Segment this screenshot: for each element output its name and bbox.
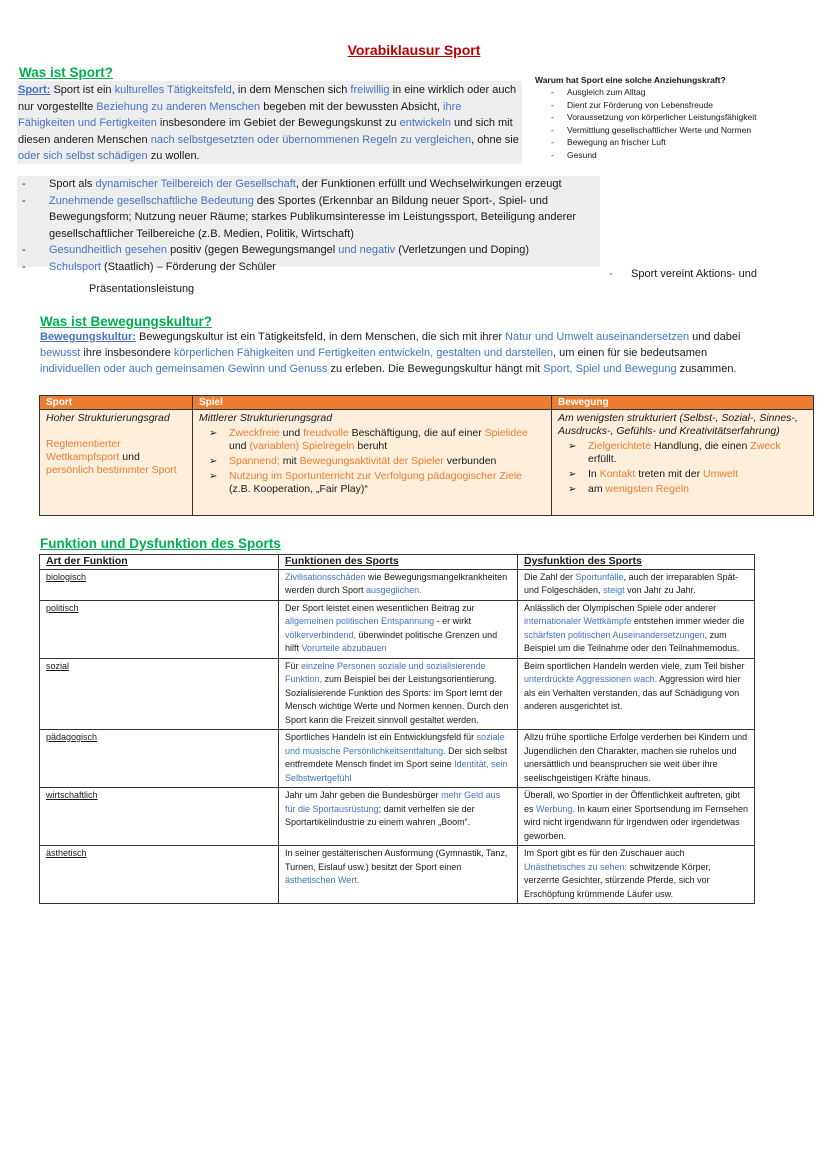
- col-dysfunktion: Dysfunktion des Sports: [518, 555, 755, 570]
- text-run: Identität, sein Selbstwertgefühl: [285, 759, 508, 783]
- text-run: erfüllt.: [588, 453, 617, 465]
- document-title: Vorabiklausur Sport: [347, 42, 481, 58]
- funktion-art: wirtschaftlich: [40, 788, 279, 846]
- col-spiel: Spiel: [193, 396, 552, 410]
- text-run: , der Funktionen erfüllt und Wechselwirkungen erzeugt: [295, 178, 562, 190]
- text-run: Sport als: [49, 178, 96, 190]
- text-run: Anlässlich der Olympischen Spiele oder anderer: [524, 602, 717, 613]
- funktion-art: politisch: [40, 600, 279, 658]
- text-run: ihre insbesondere: [80, 346, 174, 359]
- text-run: (z.B. Kooperation, „Fair Play)“: [229, 483, 368, 495]
- text-run: Jahr um Jahr geben die Bundesbürger: [285, 790, 442, 800]
- attraction-item: - Voraussetzung von körperlicher Leistungsfähigkeit: [535, 111, 820, 124]
- text-run: Kontakt: [599, 468, 636, 480]
- text-run: Zweck: [750, 440, 781, 452]
- text-run: ausgeglichen.: [366, 585, 422, 595]
- attraction-box: [535, 74, 820, 161]
- text-run: nach selbstgesetzten oder übernommenen Regeln zu vergleichen: [150, 133, 472, 146]
- text-run: Beziehung zu anderen Menschen: [96, 100, 261, 113]
- text-run: In seiner gestalterischen Ausformung (Gymnastik, Tanz, Turnen, Eislauf usw.) besitzt der Sport einen: [285, 848, 508, 872]
- text-run: Sport, Spiel und Bewegung: [543, 362, 677, 375]
- text-run: verbunden: [443, 455, 497, 467]
- text-run: schwitzende Körper, verzerrte Gesichter, stürzende Pferde, sich vor Erschöpfung krümmende Läufer usw.: [524, 861, 711, 899]
- text-run: In kaum einer Sportsendung im Fernsehen wird nicht irgendwann für irgendwen oder irgendetwas geworben.: [524, 803, 748, 841]
- extra-bullet: - Sport vereint Aktions- und: [609, 268, 757, 280]
- funktion-cell: [279, 846, 518, 904]
- text-run: Gesundheitlich gesehen: [49, 244, 168, 256]
- attraction-item: - Bewegung an frischer Luft: [535, 136, 820, 149]
- text-run: Der sich selbst entfremdete Mensch findet im Sport seine: [285, 745, 508, 769]
- text-run: Spannend;: [229, 455, 280, 467]
- text-run: Beim sportlichen Handeln werden viele, zum Teil bisher: [524, 660, 745, 671]
- text-run: insbesondere im Gebiet der Bewegungskunst zu: [156, 117, 400, 129]
- attraction-title: Warum hat Sport eine solche Anziehungskraft?: [535, 75, 726, 85]
- text-run: Die Zahl der: [524, 571, 576, 582]
- text-run: freudvolle: [303, 427, 349, 439]
- bewegung-definition: [40, 330, 770, 377]
- text-run: Werbung.: [536, 803, 575, 814]
- text-run: entstehen immer wieder die: [631, 616, 745, 626]
- text-run: Im Sport gibt es für den Zuschauer auch: [524, 848, 685, 858]
- text-run: Schulsport: [49, 260, 101, 273]
- text-run: Sport:: [18, 84, 51, 96]
- table-row: [40, 600, 755, 658]
- text-run: unterdrückte Aggressionen wach.: [524, 674, 658, 684]
- dysfunktion-cell: [518, 788, 755, 846]
- funktion-art: pädagogisch: [40, 730, 279, 788]
- attraction-item: - Dient zur Förderung von Lebensfreude: [535, 99, 820, 112]
- text-run: wie Bewegungsmangelkrankheiten werden durch Sport: [285, 571, 508, 595]
- spiel-item: [199, 470, 545, 496]
- text-run: steigt: [603, 585, 625, 595]
- text-run: und negativ: [338, 244, 396, 256]
- funktion-heading: Funktion und Dysfunktion des Sports: [40, 536, 281, 551]
- funktion-art: ästhetisch: [40, 846, 279, 904]
- bewegung-item: [558, 468, 807, 481]
- text-run: Sport ist ein: [50, 84, 115, 96]
- text-run: internationaler Wettkämpfe: [524, 616, 632, 626]
- text-run: Zunehmende gesellschaftliche Bedeutung: [49, 194, 254, 207]
- bewegung-grade: Am wenigsten strukturiert (Selbst-, Sozial-, Sinnes-, Ausdrucks-, Gefühls- und Kreativitätserfahrung): [558, 412, 798, 437]
- text-run: von Jahr zu Jahr.: [624, 585, 696, 595]
- col-funktion: Funktionen des Sports: [279, 555, 518, 570]
- bewegung-heading: Was ist Bewegungskultur?: [40, 314, 213, 329]
- text-run: ästhetischen Wert.: [285, 875, 360, 885]
- text-run: ; damit verhelfen sie der Sportartikelindustrie zu einem wahren „Boom“.: [285, 803, 475, 827]
- text-run: Umwelt: [703, 468, 739, 480]
- text-run: , auch der irreparablen Spät- und Folgeschäden,: [524, 571, 739, 595]
- text-run: Sportunfälle: [575, 571, 624, 582]
- funktion-cell: [279, 569, 518, 600]
- text-run: Beschäftigung, die auf einer: [348, 427, 485, 439]
- cell-bewegung: [552, 410, 814, 516]
- sport-desc: Reglementierter Wettkampfsport und persönlich bestimmter Sport: [46, 438, 177, 476]
- sport-definition: [17, 81, 522, 164]
- bewegung-item: [558, 440, 807, 466]
- text-run: Überall, wo Sportler in der Öffentlichkeit auftreten, gibt es: [524, 790, 740, 814]
- text-run: positiv (gegen Bewegungsmangel: [167, 244, 339, 256]
- text-run: Zweckfreie: [229, 427, 280, 439]
- text-run: ihre Fähigkeiten und Fertigkeiten: [18, 100, 462, 129]
- attraction-item: - Gesund: [535, 149, 820, 162]
- text-run: , ohne sie: [471, 133, 519, 146]
- text-run: und dabei: [689, 331, 741, 343]
- text-run: und: [229, 440, 250, 452]
- text-run: einzelne Personen soziale und sozialisierende Funktion,: [285, 660, 486, 684]
- sport-bullet-item: [17, 176, 600, 193]
- text-run: Aggression wird hier als ein Verhalten verstanden, das auf Schädigung von anderen ausgerichtet ist.: [524, 674, 741, 711]
- dysfunktion-cell: [518, 600, 755, 658]
- text-run: , um einen für sie bedeutsamen: [553, 346, 708, 359]
- bewegung-item: [558, 483, 807, 496]
- extra-bullet-text: Sport vereint Aktions- und: [631, 268, 757, 280]
- sport-bullet-item: [17, 259, 600, 276]
- text-run: Bewegungskultur ist ein Tätigkeitsfeld, in dem Menschen, die sich mit ihrer: [135, 331, 506, 343]
- text-run: zusammen.: [676, 362, 737, 375]
- sport-bullet-item: [17, 193, 600, 243]
- dysfunktion-cell: [518, 846, 755, 904]
- text-run: schärfsten politischen Auseinandersetzungen: [524, 629, 705, 640]
- text-run: , zum Beispiel um die Teilnahme oder den Teilnahmemodus.: [524, 629, 740, 653]
- cell-spiel: [193, 410, 552, 516]
- spiel-grade: Mittlerer Strukturierungsgrad: [199, 412, 333, 424]
- text-run: In: [588, 468, 600, 480]
- text-run: in eine wirklich oder auch nur vorgestellte: [18, 84, 517, 113]
- text-run: wenigsten Regeln: [605, 483, 689, 495]
- col-sport: Sport: [40, 396, 193, 410]
- sport-bullet-item: [17, 242, 600, 259]
- text-run: Zielgerichtete: [588, 440, 652, 452]
- text-run: (Staatlich) – Förderung der Schüler: [100, 260, 276, 273]
- text-run: Unästhetisches zu sehen:: [524, 861, 628, 872]
- col-bewegung: Bewegung: [552, 396, 814, 410]
- dysfunktion-cell: [518, 730, 755, 788]
- table-row: [40, 730, 755, 788]
- text-run: Bewegungskultur:: [40, 331, 136, 343]
- table-row: [40, 658, 755, 730]
- bewegungskultur-table: [39, 395, 814, 516]
- text-run: zu wollen.: [147, 150, 200, 162]
- text-run: Sportliches Handeln ist ein Entwicklungsfeld für: [285, 732, 477, 742]
- funktion-cell: [279, 600, 518, 658]
- attraction-list: [535, 86, 820, 161]
- dysfunktion-cell: [518, 658, 755, 730]
- text-run: treten mit der: [635, 468, 703, 480]
- text-run: bewusst: [40, 346, 81, 359]
- text-run: mit: [279, 455, 300, 467]
- text-run: individuellen oder auch gemeinsamen Gewinn und Genuss: [40, 362, 328, 375]
- text-run: freiwillig: [350, 84, 390, 96]
- text-run: oder sich selbst schädigen: [18, 150, 148, 162]
- text-run: körperlichen Fähigkeiten und Fertigkeiten entwickeln, gestalten und darstellen: [173, 346, 554, 359]
- dysfunktion-cell: [518, 569, 755, 600]
- text-run: Allzu frühe sportliche Erfolge verderben bei Kindern und Jugendlichen den Charakter, machen sie ruhelos und unersättlich und beanspruchen sie weit über ihre seelischgeistigen Kräfte hinaus.: [524, 732, 748, 783]
- text-run: - er wirkt: [434, 616, 472, 626]
- text-run: (variablen) Spielregeln: [249, 440, 355, 452]
- text-run: völkerverbindend,: [285, 629, 357, 640]
- funktion-cell: [279, 788, 518, 846]
- funktion-art: biologisch: [40, 569, 279, 600]
- text-run: , in dem Menschen sich: [231, 84, 351, 96]
- text-run: Der Sport leistet einen wesentlichen Beitrag zur: [285, 602, 475, 613]
- text-run: allgemeinen politischen Entspannung: [285, 616, 435, 626]
- text-run: entwickeln: [399, 117, 451, 129]
- text-run: kulturelles Tätigkeitsfeld: [114, 84, 232, 96]
- funktion-cell: [279, 730, 518, 788]
- text-run: beruht: [354, 440, 388, 452]
- text-run: dynamischer Teilbereich der Gesellschaft: [95, 178, 296, 190]
- text-run: am: [588, 483, 606, 495]
- sport-bullets: [17, 176, 600, 273]
- text-run: Bewegungsaktivität der Spieler: [299, 455, 444, 467]
- cell-sport: [40, 410, 193, 516]
- text-run: und sich mit diesen anderen Menschen: [18, 117, 513, 146]
- col-art: Art der Funktion: [40, 555, 279, 570]
- text-run: Für: [285, 660, 302, 671]
- text-run: und: [279, 427, 304, 439]
- table-row: [40, 846, 755, 904]
- text-run: Nutzung im Sportunterricht zur Verfolgung pädagogischer Ziele: [229, 470, 522, 482]
- text-run: Handlung, die einen: [651, 440, 751, 452]
- attraction-item: - Vermittlung gesellschaftlicher Werte und Normen: [535, 124, 820, 137]
- text-run: Spielidee: [484, 427, 528, 439]
- text-run: überwindet politische Grenzen und hilft: [285, 629, 498, 653]
- table-row: [40, 788, 755, 846]
- text-run: Zivilisationsschäden: [285, 571, 366, 582]
- text-run: Vorurteile abzubauen: [301, 643, 387, 653]
- text-run: des Sportes (Erkennbar an Bildung neuer Sport-, Spiel- und Bewegungsform; Nutzung neuer Räume; starkes Publikumsinteresse im Leistungssport, Beteiligung anderer gesellschaftlicher Teilbereiche (z.B. Medien, Politik, Wirtschaft): [49, 194, 577, 240]
- table-row: [40, 569, 755, 600]
- sport-heading: Was ist Sport?: [19, 65, 114, 80]
- text-run: Natur und Umwelt auseinandersetzen: [505, 331, 690, 343]
- attraction-item: - Ausgleich zum Alltag: [535, 86, 820, 99]
- funktion-cell: [279, 658, 518, 730]
- text-run: mehr Geld aus für die Sportausrüstung: [285, 790, 501, 814]
- funktion-art: sozial: [40, 658, 279, 730]
- text-run: zum Beispiel bei der Leistungsorientierung. Sozialisierende Funktion des Sports: im Sport lernt der Mensch wichtige Werte und Normen kennen. Durch den Sport kann die Freizeit sinnvoll gestaltet werden.: [285, 674, 509, 725]
- extra-continuation: Präsentationsleistung: [89, 283, 195, 295]
- text-run: soziale und musische Persönlichkeitsentfaltung.: [285, 732, 505, 756]
- text-run: begeben mit der bewussten Absicht,: [260, 100, 444, 113]
- spiel-item: [199, 455, 545, 468]
- funktion-table: [39, 554, 755, 904]
- spiel-item: [199, 427, 545, 453]
- text-run: zu erleben. Die Bewegungskultur hängt mit: [327, 362, 544, 375]
- text-run: (Verletzungen und Doping): [395, 244, 530, 256]
- sport-grade: Hoher Strukturierungsgrad: [46, 412, 170, 424]
